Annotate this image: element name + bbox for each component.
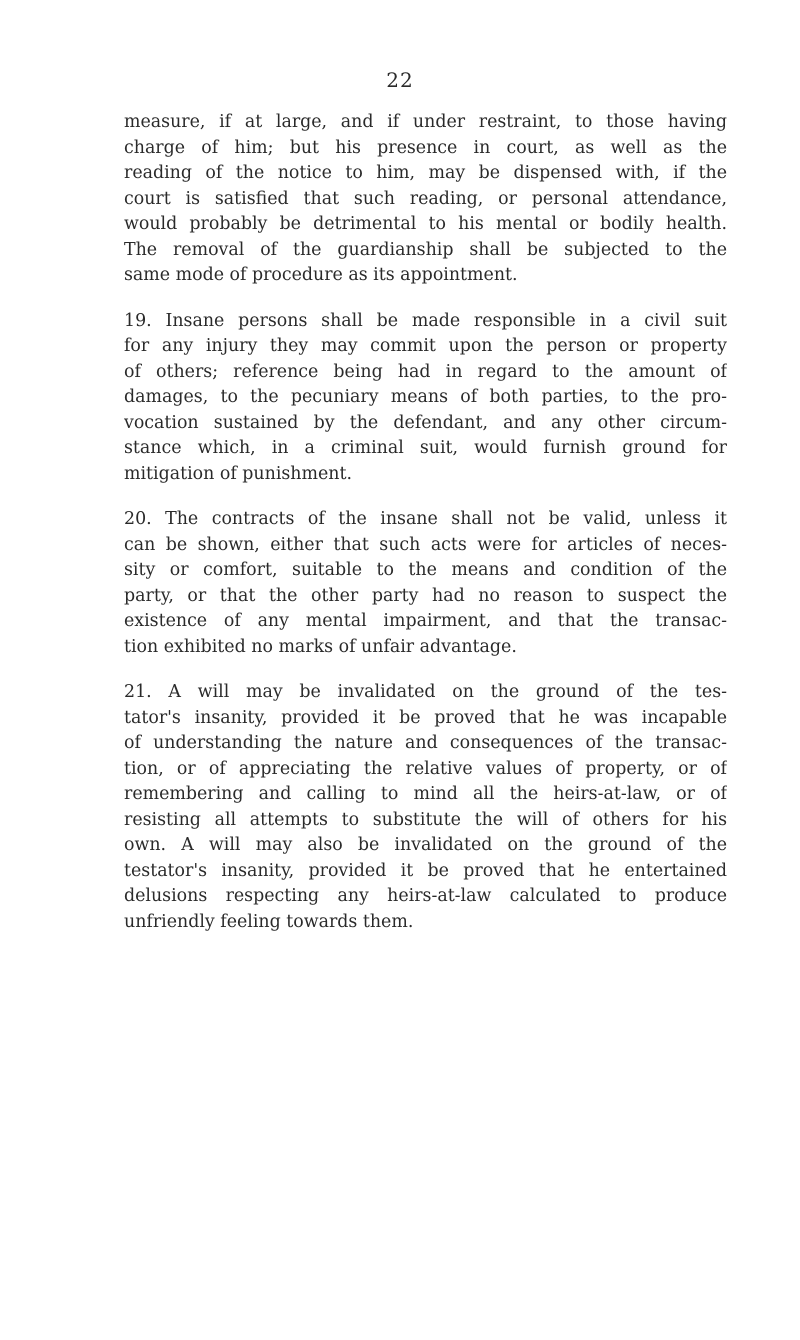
text-line: mitigation of punishment. <box>124 463 353 484</box>
body-text <box>124 110 727 935</box>
text-line: tion exhibited no marks of unfair advantage. <box>124 636 517 657</box>
text-line: unfriendly feeling towards them. <box>124 911 414 932</box>
paragraph-20 <box>124 507 727 660</box>
text-line: tator's insanity, provided it be proved that he was incapable <box>124 707 727 728</box>
page-number: 22 <box>386 68 414 92</box>
text-line: of understanding the nature and consequences of the transac- <box>124 733 727 753</box>
text-line: 21. A will may be invalidated on the ground of the tes- <box>124 682 727 702</box>
text-line: damages, to the pecuniary means of both parties, to the pro- <box>124 387 727 407</box>
text-line: for any injury they may commit upon the person or property <box>124 336 727 356</box>
paragraph-21 <box>124 680 727 935</box>
paragraph-continuation <box>124 110 727 289</box>
text-line: resisting all attempts to substitute the will of others for his <box>124 809 727 830</box>
text-line: of others; reference being had in regard to the amount of <box>124 361 727 382</box>
text-line: tion, or of appreciating the relative values of property, or of <box>124 758 727 779</box>
text-line: would probably be detrimental to his mental or bodily health. <box>124 214 727 234</box>
text-line: measure, if at large, and if under restraint, to those having <box>124 112 727 132</box>
text-line: party, or that the other party had no reason to suspect the <box>124 585 727 606</box>
text-line: same mode of procedure as its appointment. <box>124 265 518 285</box>
text-line: own. A will may also be invalidated on the ground of the <box>124 835 727 855</box>
text-line: The removal of the guardianship shall be subjected to the <box>124 239 727 260</box>
text-line: can be shown, either that such acts were for articles of neces- <box>124 534 727 555</box>
text-line: 20. The contracts of the insane shall not be valid, unless it <box>124 509 727 529</box>
text-line: charge of him; but his presence in court, as well as the <box>124 137 727 158</box>
text-line: court is satisfied that such reading, or personal attendance, <box>124 188 727 209</box>
text-line: remembering and calling to mind all the heirs-at-law, or of <box>124 784 727 804</box>
text-line: existence of any mental impairment, and that the transac- <box>124 611 727 631</box>
text-line: testator's insanity, provided it be proved that he entertained <box>124 860 727 881</box>
text-line: sity or comfort, suitable to the means and condition of the <box>124 560 727 580</box>
text-line: stance which, in a criminal suit, would furnish ground for <box>124 438 727 458</box>
text-line: delusions respecting any heirs-at-law calculated to produce <box>124 886 727 906</box>
text-line: vocation sustained by the defendant, and any other circum- <box>124 412 727 433</box>
paragraph-19 <box>124 309 727 488</box>
text-line: reading of the notice to him, may be dispensed with, if the <box>124 163 727 183</box>
text-line: 19. Insane persons shall be made responsible in a civil suit <box>124 310 727 331</box>
